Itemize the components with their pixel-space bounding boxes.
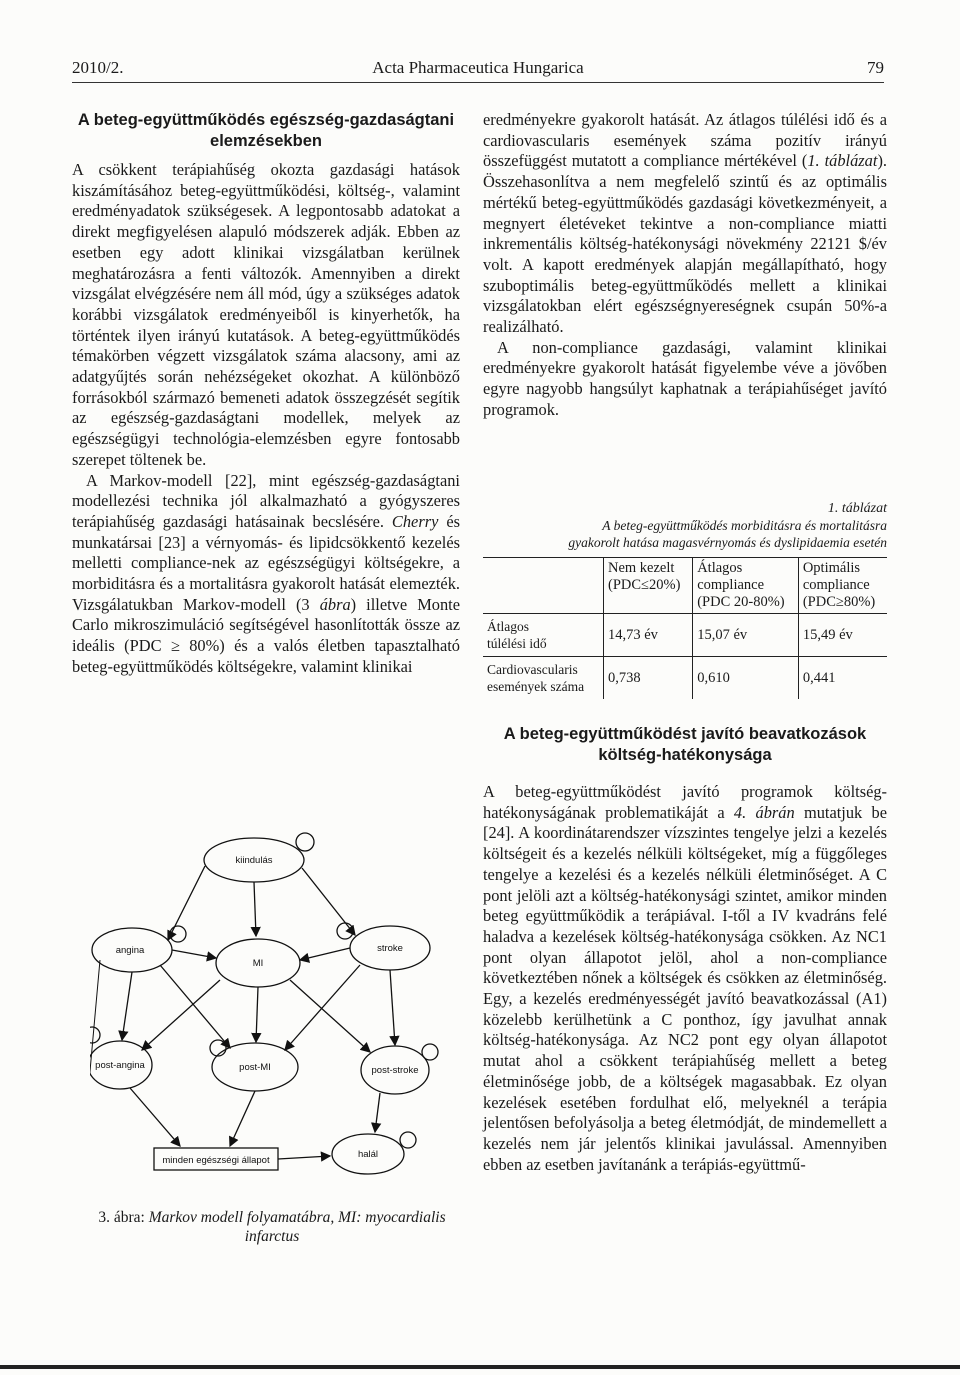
figure-caption xyxy=(72,1208,472,1246)
left-column xyxy=(72,110,460,678)
page-bottom-edge xyxy=(0,1365,960,1369)
table-cell: 0,441 xyxy=(798,657,887,700)
author-name: Cherry xyxy=(391,511,439,531)
right-column-lower xyxy=(483,710,887,1175)
figure-reference: 4. ábrán xyxy=(733,802,795,822)
data-table xyxy=(483,557,887,699)
paragraph: eredményekre gyakorolt hatását. Az átlagos túlélési idő és a cardiovascularis események száma pozitív irányú összefüggést mutatott a compliance mértékével (1. táblázat). Összehasonlítva a nem megfelelő szintű és az optimális mértékű beteg-együttműködés gazdasági következményeit, a megnyert életéveket tekintve a non-compliance miatti inkrementális költség-hatékonysági növekmény 22121 $/év volt. A kapott eredmények alapján megállapítható, hogy szuboptimális beteg-együttműködés mellett a klinikai vizsgálatokban elért egészségnyereségnek csupán 50%-a realizálható. xyxy=(483,110,887,337)
figure-number: 3. ábra: xyxy=(98,1209,145,1226)
column-header: compliance xyxy=(802,577,870,593)
table-row xyxy=(483,657,887,700)
figure-caption-text: Markov modell folyamatábra, MI: myocardialis infarctus xyxy=(148,1209,446,1245)
paragraph: A csökkent terápiahűség okozta gazdasági hatások kiszámításához beteg-együttműködési, költség-, valamint eredményadatok szükségesek. A legpontosabb adatokat a direkt megfigyelésen alapuló módszerek adják. Ebben az esetben egy adott klinikai vizsgálatban kerülnek meghatározásra a fenti változók. Amennyiben a direkt vizsgálat elvégzésére nem áll mód, úgy a szükséges adatok korábbi vizsgálatok eredményeiből is kinyerhetők, ha történtek ilyen irányú kutatások. A beteg-együttműködés témakörben végzett vizsgálatok száma alacsony, ami az adatgyűjtés során nehézségeket okozhat. A különböző forrásokból származó bemeneti adatok összegzését segítik az egészség-gazdaságtani modellek, melyek az egészségügyi technológia-elemzésben egyre fontosabb szerepet töltenek be. xyxy=(72,160,460,469)
section-heading-economics: A beteg-együttműködés egészség-gazdaságtani elemzésekben xyxy=(77,111,455,150)
label-stroke: stroke xyxy=(377,943,403,954)
row-label: Átlagos xyxy=(487,619,529,634)
label-post-mi: post-MI xyxy=(239,1062,271,1073)
column-header: (PDC 20-80%) xyxy=(697,594,785,610)
label-death: halál xyxy=(357,1149,379,1160)
label-all-states: minden egészségi állapot xyxy=(162,1155,270,1166)
table-cell: 14,73 év xyxy=(604,614,693,657)
table-1 xyxy=(483,500,887,699)
label-post-angina: post-angina xyxy=(95,1060,145,1071)
column-header: (PDC≥80%) xyxy=(802,594,876,610)
row-label: események száma xyxy=(487,679,585,694)
table-header-row xyxy=(483,558,887,614)
table-cell: 0,610 xyxy=(693,657,799,700)
label-post-stroke: post-stroke xyxy=(371,1065,419,1076)
paragraph: A beteg-együttműködést javító programok költség-hatékonyságának problematikáját a 4. ábrán mutatjuk be [24]. A koordinátarendszer vízszintes tengelye jelzi a kezelés költségeit és a kezelés nélküli költségeket, míg a függőleges tengelye a kezelési és a kezelés nélküli életminőséget. A C pont jelöli azt a költség-hatékonysági szintet, amikor minden beteg együttműködik a terápiával. I-től a IV kvadráns felé haladva a kezelések költség-hatékonysága csökken. Az NC1 pont olyan állapotot jelöl, ahol a non-compliance következtében nőnek a költségek és csökken az életminőség. Egy, a kezelés eredményességét javító beavatkozással (A1) közelebb kerülhetünk a C ponthoz, így javulhat annak költség-hatékonysága. Az NC2 pont egy olyan állapotot mutat ahol a csökkent terápiahűség mellett a beteg életminősége jobb, de a költségek magasabbak. Ez olyan kezelések esetében fordulhat elő, melyeknél a terápia jelentősen befolyásolja a beteg életmódját, de mindemellett a kezelés nem jár jelentős klinikai javulással. Amennyiben ebben az esetben javítanánk a terápiás-együttmű- xyxy=(483,782,888,1174)
section-heading-cost-effectiveness: A beteg-együttműködést javító beavatkozások költség-hatékonysága xyxy=(503,725,867,764)
markov-model-figure xyxy=(90,830,462,1198)
label-start: kiindulás xyxy=(235,855,273,866)
table-title-line: gyakorolt hatása magasvérnyomás és dyslipidaemia esetén xyxy=(568,535,887,550)
column-header: Nem kezelt xyxy=(608,560,675,576)
page-number: 79 xyxy=(867,58,884,77)
table-cell: 0,738 xyxy=(604,657,693,700)
markov-diagram xyxy=(90,830,462,1198)
row-label: Cardiovascularis xyxy=(487,662,578,677)
column-header: Optimális xyxy=(802,560,861,576)
figure-reference: ábra xyxy=(319,594,351,614)
table-cell: 15,07 év xyxy=(693,614,799,657)
label-mi: MI xyxy=(252,958,264,969)
paragraph: A non-compliance gazdasági, valamint klinikai eredményekre gyakorolt hatását figyelembe véve a jövőben egyre nagyobb hangsúlyt kaphatnak a terápiahűséget javító programok. xyxy=(483,337,887,419)
paragraph: A Markov-modell [22], mint egészség-gazdaságtani modellezési technika jól alkalmazható a gyógyszeres terápiahűség gazdasági hatásainak becslésére. Cherry és munkatársai [23] a vérnyomás- és lipidcsökkentő kezelés melletti compliance-nek az egészségügyi költségekre, a morbiditásra és a mortalitásra gyakorolt hatását elemezték. Vizsgálatukban Markov-modell (3 ábra) illetve Monte Carlo mikroszimuláció segítségével hasonlították össze az ideális (PDC ≥ 80%) és a valós életben tapasztalható beteg-együttműködés költségekre, valamint klinikai xyxy=(72,470,460,676)
column-header: Átlagos xyxy=(697,560,743,576)
journal-title: Acta Pharmaceutica Hungarica xyxy=(372,58,584,77)
table-reference: 1. táblázat xyxy=(807,151,878,171)
table-cell: 15,49 év xyxy=(798,614,887,657)
column-header: (PDC≤20%) xyxy=(608,577,681,593)
page-header xyxy=(72,52,884,83)
row-label: túlélési idő xyxy=(487,636,547,651)
table-row xyxy=(483,614,887,657)
column-header: compliance xyxy=(697,577,765,593)
right-column xyxy=(483,110,887,421)
issue-number: 2010/2. xyxy=(72,58,124,77)
table-label: 1. táblázat xyxy=(827,501,887,516)
label-angina: angina xyxy=(115,945,145,956)
table-title-line: A beteg-együttműködés morbiditásra és mortalitásra xyxy=(602,518,887,533)
